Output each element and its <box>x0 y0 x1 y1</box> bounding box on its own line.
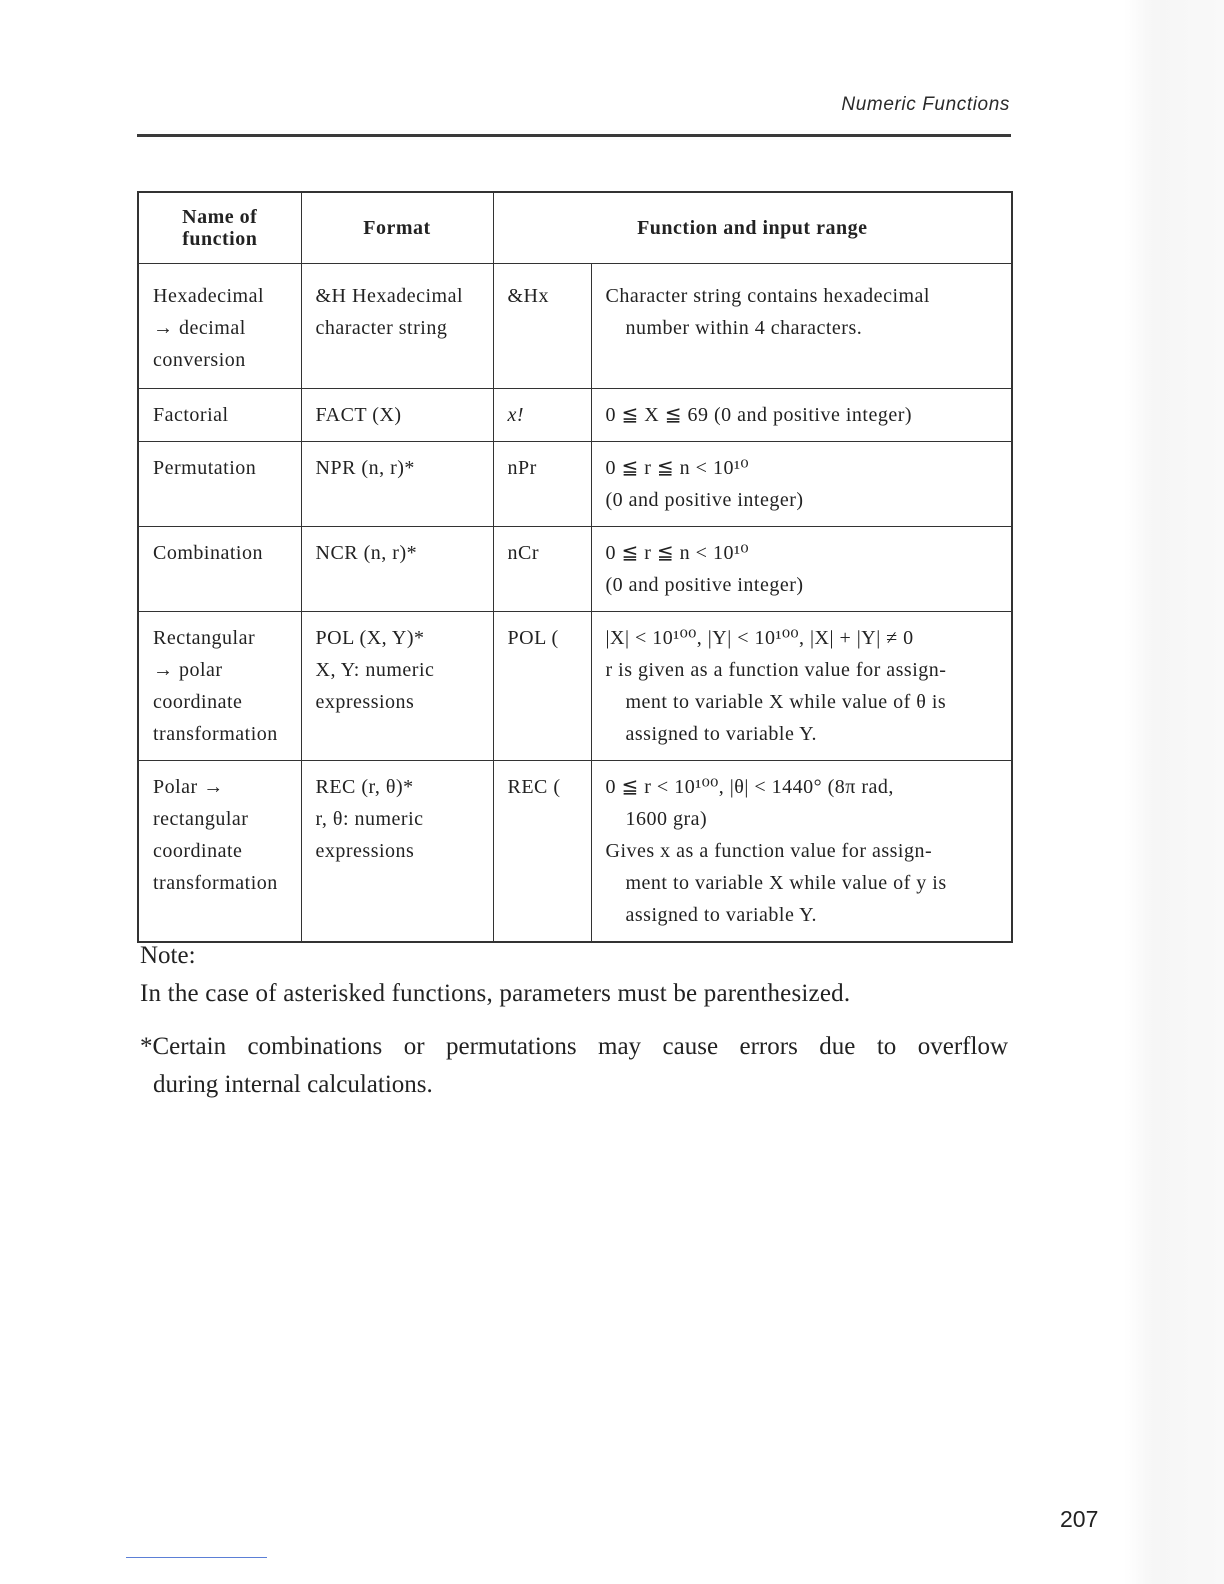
table-row <box>138 612 1012 761</box>
cell-name: Factorial <box>138 389 301 442</box>
cell-symbol: nPr <box>493 442 591 527</box>
functions-table <box>137 191 1013 943</box>
table-row <box>138 442 1012 527</box>
table-header-row <box>138 192 1012 264</box>
cell-range: Character string contains hexadecimal number within 4 characters. <box>591 264 1012 389</box>
cell-name: Permutation <box>138 442 301 527</box>
header-function-range: Function and input range <box>493 192 1012 264</box>
footer-link-underline <box>126 1557 267 1558</box>
cell-name: Rectangular → polar coordinate transformation <box>138 612 301 761</box>
note-title: Note: <box>140 942 196 969</box>
cell-format: FACT (X) <box>301 389 493 442</box>
cell-range: 0 ≦ r ≦ n < 10¹⁰ (0 and positive integer) <box>591 442 1012 527</box>
cell-format: REC (r, θ)* r, θ: numeric expressions <box>301 761 493 943</box>
cell-name: Hexadecimal → decimal conversion <box>138 264 301 389</box>
table-row <box>138 761 1012 943</box>
cell-symbol: REC ( <box>493 761 591 943</box>
table-row <box>138 264 1012 389</box>
table-row <box>138 389 1012 442</box>
header-format: Format <box>301 192 493 264</box>
header-rule <box>137 134 1011 137</box>
page-number: 207 <box>1060 1506 1099 1532</box>
cell-name: Polar → rectangular coordinate transformation <box>138 761 301 943</box>
cell-range: 0 ≦ r ≦ n < 10¹⁰ (0 and positive integer) <box>591 527 1012 612</box>
cell-symbol: x! <box>493 389 591 442</box>
cell-symbol: &Hx <box>493 264 591 389</box>
cell-format: NCR (n, r)* <box>301 527 493 612</box>
cell-format: NPR (n, r)* <box>301 442 493 527</box>
footnote-line-2: during internal calculations. <box>153 1071 433 1098</box>
running-title: Numeric Functions <box>841 94 1010 115</box>
cell-symbol: POL ( <box>493 612 591 761</box>
header-name: Name of function <box>138 192 301 264</box>
footnote-line-1: *Certain combinations or permutations may cause errors due to overflow <box>140 1033 1008 1060</box>
cell-name: Combination <box>138 527 301 612</box>
note-text: In the case of asterisked functions, parameters must be parenthesized. <box>140 980 851 1007</box>
cell-range: 0 ≦ r < 10¹⁰⁰, |θ| < 1440° (8π rad, 1600 gra) Gives x as a function value for assign- ment to variable X while value of y is assigned to variable Y. <box>591 761 1012 943</box>
cell-range: 0 ≦ X ≦ 69 (0 and positive integer) <box>591 389 1012 442</box>
table-row <box>138 527 1012 612</box>
cell-format: POL (X, Y)* X, Y: numeric expressions <box>301 612 493 761</box>
cell-range: |X| < 10¹⁰⁰, |Y| < 10¹⁰⁰, |X| + |Y| ≠ 0 r is given as a function value for assign- ment to variable X while value of θ is assigned to variable Y. <box>591 612 1012 761</box>
cell-symbol: nCr <box>493 527 591 612</box>
page-edge-shading <box>1124 0 1224 1584</box>
cell-format: &H Hexadecimal character string <box>301 264 493 389</box>
